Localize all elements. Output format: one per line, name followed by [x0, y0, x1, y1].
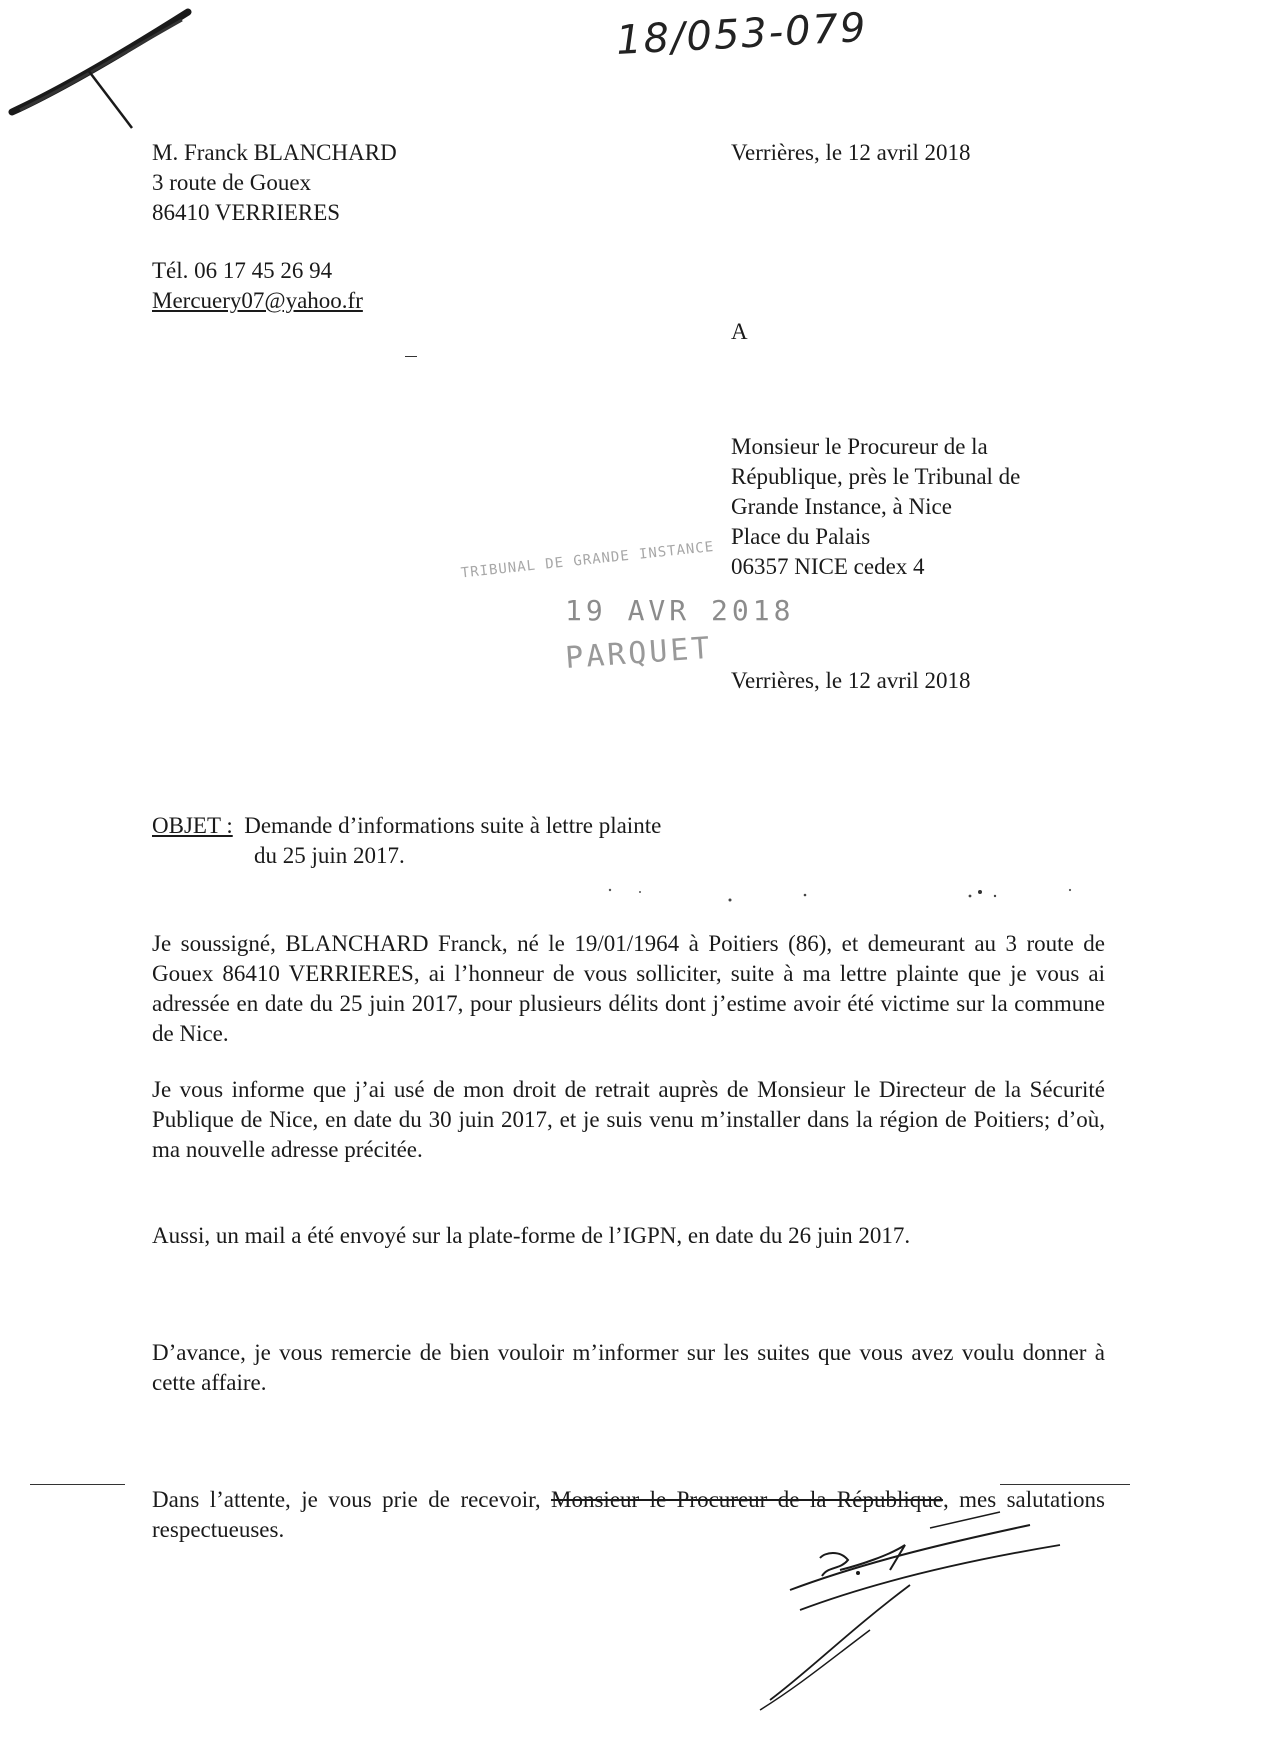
stamp-date: 19 AVR 2018	[565, 594, 795, 627]
body-paragraph-2: Je vous informe que j’ai usé de mon droit de retrait auprès de Monsieur le Directeur de la Sécurité Publique de Nice, en date du 30 juin 2017, et je suis venu m’installer dans la région de Poitiers; d’où, ma nouvelle adresse précitée.	[152, 1077, 1105, 1162]
body-paragraph-3: Aussi, un mail a été envoyé sur la plate-forme de l’IGPN, en date du 26 juin 2017.	[152, 1223, 911, 1248]
closing-struck: Monsieur le Procureur de la République	[551, 1487, 943, 1512]
subject-text1: Demande d’informations suite à lettre plainte	[244, 813, 662, 838]
right-margin-rule	[1000, 1484, 1130, 1485]
date-second: Verrières, le 12 avril 2018	[731, 668, 971, 693]
closing-start: Dans l’attente, je vous prie de recevoir,	[152, 1487, 552, 1512]
sender-block	[152, 138, 397, 316]
sender-name: M. Franck BLANCHARD	[152, 140, 397, 165]
subject-text2: du 25 juin 2017.	[254, 843, 405, 868]
recipient-line4: Place du Palais	[731, 524, 871, 549]
subject-block	[152, 811, 661, 871]
stamp-office: PARQUET	[564, 630, 714, 676]
subject-label: OBJET :	[152, 813, 233, 838]
sender-address1: 3 route de Gouex	[152, 170, 312, 195]
closing-end: , mes salutations respectueuses.	[152, 1487, 1105, 1542]
sender-phone: Tél. 06 17 45 26 94	[152, 258, 333, 283]
recipient-line1: Monsieur le Procureur de la	[731, 434, 988, 459]
date-top: Verrières, le 12 avril 2018	[731, 140, 971, 165]
signature-icon	[730, 1500, 1130, 1720]
divider-dash	[405, 356, 417, 357]
recipient-line2: République, près le Tribunal de	[731, 464, 1021, 489]
sender-email: Mercuery07@yahoo.fr	[152, 288, 363, 313]
recipient-line3: Grande Instance, à Nice	[731, 494, 952, 519]
body-paragraph-4: D’avance, je vous remercie de bien vouloir m’informer sur les suites que vous avez voulu donner à cette affaire.	[152, 1340, 1105, 1395]
stamp-court: TRIBUNAL DE GRANDE INSTANCE	[460, 538, 715, 582]
received-stamp	[460, 538, 795, 676]
to-label: A	[731, 319, 748, 344]
left-margin-rule	[30, 1484, 125, 1485]
body-paragraph-1: Je soussigné, BLANCHARD Franck, né le 19/01/1964 à Poitiers (86), et demeurant au 3 route de Gouex 86410 VERRIERES, ai l’honneur de vous solliciter, suite à ma lettre plainte que je vous ai adressée en date du 25 juin 2017, pour plusieurs délits dont j’estime avoir été victime sur la commune de Nice.	[152, 931, 1105, 1046]
scribble-mark	[0, 0, 200, 150]
sender-address2: 86410 VERRIERES	[152, 200, 341, 225]
scan-speckles	[600, 880, 1120, 910]
handwritten-reference: 18/053-079	[615, 4, 869, 64]
recipient-line5: 06357 NICE cedex 4	[731, 554, 925, 579]
spacer	[152, 228, 397, 256]
